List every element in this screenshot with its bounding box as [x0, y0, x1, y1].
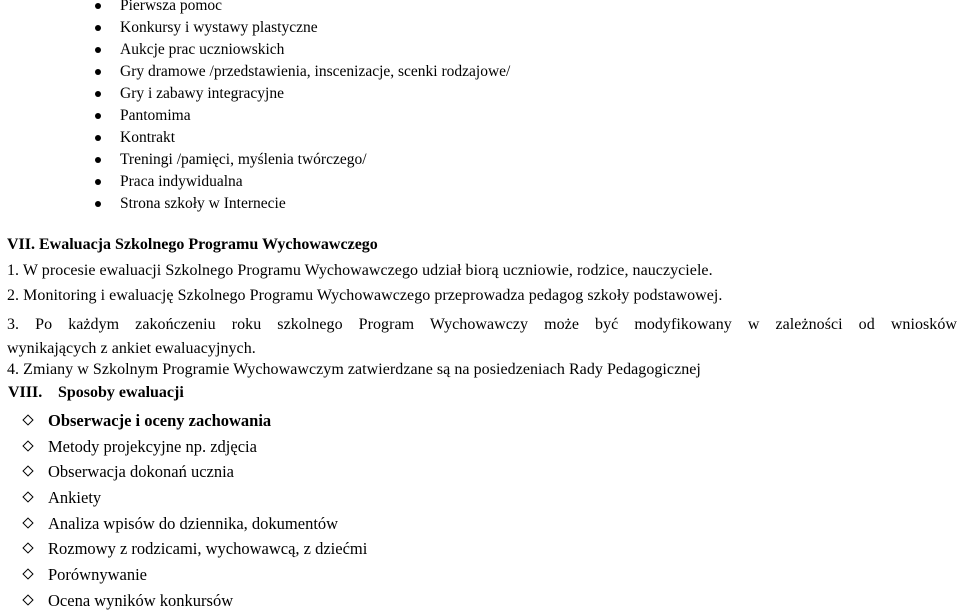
list-item	[92, 149, 912, 171]
list-item-text: Kontrakt	[120, 129, 176, 146]
paragraph	[7, 313, 957, 361]
list-item-text: Pantomima	[120, 107, 191, 124]
list-item-text: Strona szkoły w Internecie	[120, 195, 286, 212]
paragraph: 4. Zmiany w Szkolnym Programie Wychowawczym zatwierdzane są na posiedzeniach Rady Pedagogicznej	[7, 361, 701, 378]
bullet-dot-icon	[95, 25, 101, 31]
list-item	[92, 193, 912, 215]
list-item-text: Obserwacje i oceny zachowania	[48, 411, 272, 430]
list-item	[22, 536, 622, 562]
bullet-dot-icon	[95, 157, 101, 163]
list-item	[22, 485, 622, 511]
list-item-text: Gry i zabawy integracyjne	[120, 85, 284, 102]
section-title: Sposoby ewaluacji	[58, 384, 184, 401]
list-item-text: Pierwsza pomoc	[120, 0, 223, 14]
section-number: VIII.	[8, 384, 43, 401]
list-item-text: Treningi /pamięci, myślenia twórczego/	[120, 151, 367, 168]
bullet-dot-icon	[95, 69, 101, 75]
diamond-bullet-icon	[22, 517, 33, 528]
list-item	[92, 39, 912, 61]
list-item	[92, 83, 912, 105]
list-item	[22, 459, 622, 485]
bullet-dot-icon	[95, 113, 101, 119]
section-heading	[7, 236, 378, 254]
diamond-bullet-icon	[22, 466, 33, 477]
paragraph: 1. W procesie ewaluacji Szkolnego Programu Wychowawczego udział biorą uczniowie, rodzice, nauczyciele.	[7, 262, 713, 279]
list-item-text: Konkursy i wystawy plastyczne	[120, 19, 318, 36]
diamond-bullet-icon	[22, 491, 33, 502]
list-item-text: Metody projekcyjne np. zdjęcia	[48, 436, 257, 456]
bullet-dot-icon	[95, 47, 101, 53]
diamond-bullet-icon	[22, 568, 33, 579]
evaluation-methods-list	[22, 408, 622, 614]
diamond-bullet-icon	[22, 414, 33, 425]
paragraph-line: wynikających z ankiet ewaluacyjnych.	[7, 340, 256, 357]
list-item	[22, 588, 622, 614]
diamond-bullet-icon	[22, 543, 33, 554]
list-item	[92, 0, 912, 17]
list-item	[22, 408, 622, 434]
bullet-dot-icon	[95, 135, 101, 141]
bullet-dot-icon	[95, 201, 101, 207]
activities-list	[92, 0, 912, 215]
list-item	[92, 171, 912, 193]
section-number: VII.	[7, 236, 36, 253]
list-item-text: Aukcje prac uczniowskich	[120, 41, 285, 58]
diamond-bullet-icon	[22, 594, 33, 605]
list-item	[92, 127, 912, 149]
list-item	[22, 562, 622, 588]
paragraph-line: 3. Po każdym zakończeniu roku szkolnego Program Wychowawczy może być modyfikowany w zależności od wniosków	[7, 316, 957, 333]
bullet-dot-icon	[95, 179, 101, 185]
list-item	[22, 434, 622, 460]
list-item	[92, 17, 912, 39]
section-heading	[8, 384, 184, 402]
list-item-text: Obserwacja dokonań ucznia	[48, 462, 235, 482]
list-item-text: Ankiety	[48, 488, 102, 508]
list-item	[92, 105, 912, 127]
list-item	[22, 511, 622, 537]
list-item-text: Ocena wyników konkursów	[48, 590, 234, 610]
list-item-text: Analiza wpisów do dziennika, dokumentów	[48, 513, 339, 533]
bullet-dot-icon	[95, 91, 101, 97]
list-item-text: Gry dramowe /przedstawienia, inscenizacje, scenki rodzajowe/	[120, 63, 511, 80]
diamond-bullet-icon	[22, 440, 33, 451]
paragraph: 2. Monitoring i ewaluację Szkolnego Programu Wychowawczego przeprowadza pedagog szkoły podstawowej.	[7, 287, 723, 304]
section-title: Ewaluacja Szkolnego Programu Wychowawczego	[39, 236, 378, 253]
list-item-text: Rozmowy z rodzicami, wychowawcą, z dziećmi	[48, 539, 368, 559]
bullet-dot-icon	[95, 3, 101, 9]
list-item	[92, 61, 912, 83]
list-item-text: Praca indywidualna	[120, 173, 243, 190]
list-item-text: Porównywanie	[48, 565, 147, 585]
